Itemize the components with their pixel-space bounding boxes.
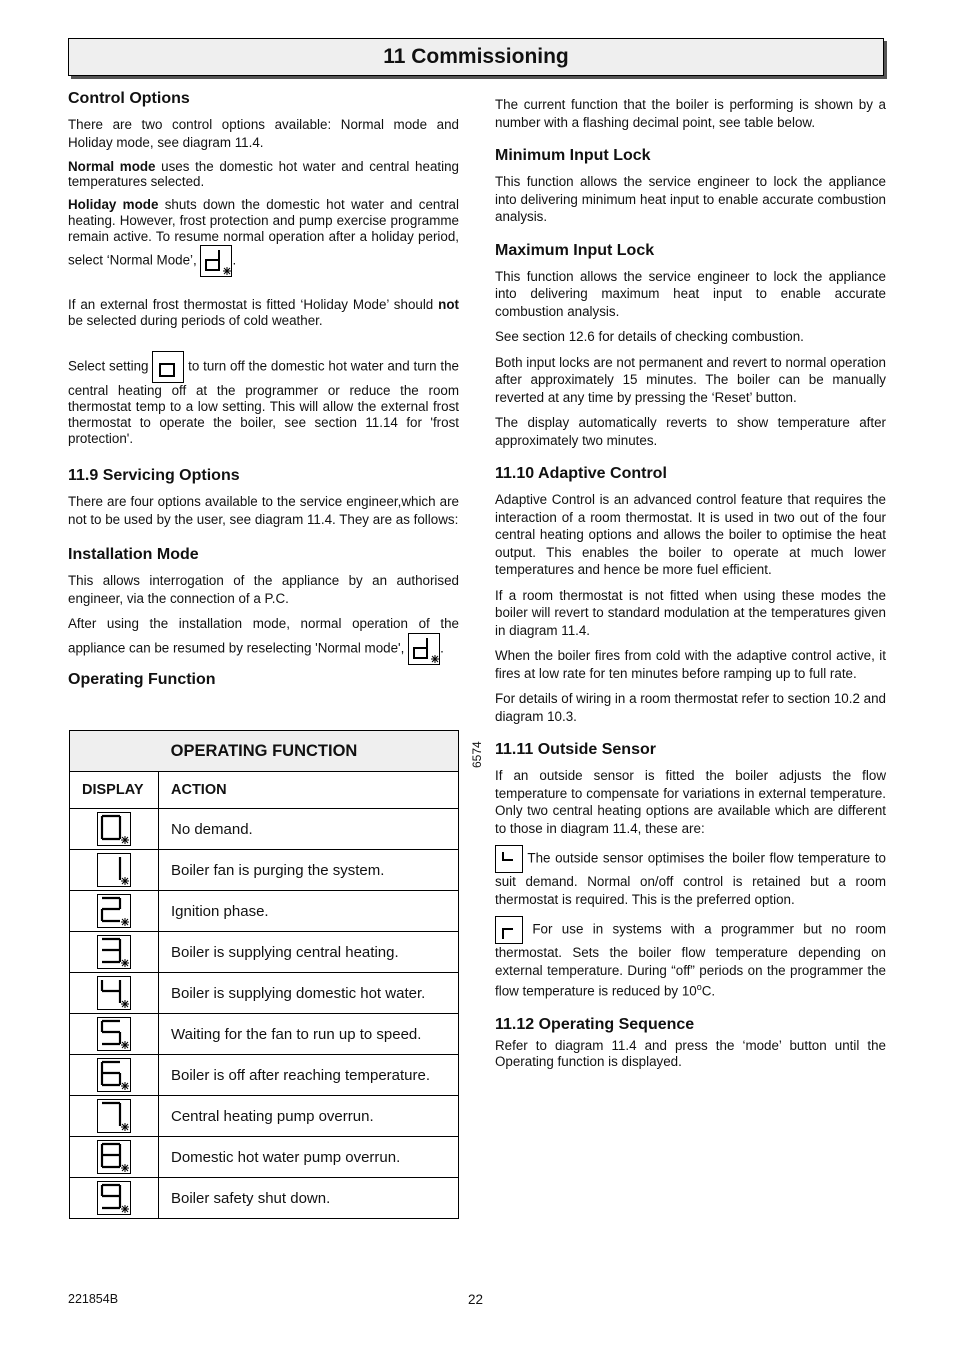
table-row — [70, 1137, 459, 1178]
operating-function-table — [69, 730, 459, 1219]
doc-number: 221854B — [68, 1292, 119, 1306]
installation-heading: Installation Mode — [68, 546, 199, 563]
display-digit-4-icon — [70, 973, 159, 1014]
display-digit-5-icon — [70, 1014, 159, 1055]
display-d-icon — [200, 245, 232, 277]
table-row — [70, 1014, 459, 1055]
display-digit-0-icon — [70, 809, 159, 850]
action-text: Waiting for the fan to run up to speed. — [159, 1014, 459, 1055]
min-lock-p1: This function allows the service engineer to lock the appliance into delivering minimum heat input to enable accurate combustion analysis. — [495, 174, 886, 224]
intro-text: The current function that the boiler is performing is shown by a number with a flashing decimal point, see table below. — [495, 97, 886, 130]
table-row — [70, 850, 459, 891]
normal-mode-text: Normal mode uses the domestic hot water and central heating temperatures selected. — [68, 159, 459, 189]
display-o-icon — [152, 351, 184, 383]
max-lock-p2: See section 12.6 for details of checking combustion. — [495, 329, 804, 344]
action-text: Domestic hot water pump overrun. — [159, 1137, 459, 1178]
action-text: Boiler fan is purging the system. — [159, 850, 459, 891]
col-action-header: ACTION — [159, 772, 459, 809]
operating-function-heading: Operating Function — [68, 670, 216, 688]
action-text: Boiler is off after reaching temperature. — [159, 1055, 459, 1096]
frost-thermostat-text: If an external frost thermostat is fitted ‘Holiday Mode’ should not be selected during periods of cold weather. — [68, 297, 459, 328]
servicing-heading: 11.9 Servicing Options — [68, 467, 240, 484]
table-title: OPERATING FUNCTION — [70, 731, 459, 772]
page-title: 11 Commissioning — [383, 45, 569, 68]
adaptive-p3: When the boiler fires from cold with the adaptive control active, it fires at low rate for ten minutes before ramping up to full rate. — [495, 648, 886, 681]
left-column — [68, 90, 459, 697]
display-d-icon — [408, 633, 440, 665]
min-lock-heading: Minimum Input Lock — [495, 147, 651, 164]
action-text: Boiler is supplying domestic hot water. — [159, 973, 459, 1014]
control-options-p1: There are two control options available: Normal mode and Holiday mode, see diagram 11.4. — [68, 117, 459, 150]
table-row — [70, 1096, 459, 1137]
holiday-mode-text: Holiday mode shuts down the domestic hot water and central heating. However, frost protection and pump exercise programme remain active. To resume normal operation after a holiday period, select ‘Normal Mode’, . — [68, 197, 459, 277]
max-lock-heading: Maximum Input Lock — [495, 241, 655, 259]
adaptive-p4: For details of wiring in a room thermostat refer to section 10.2 and diagram 10.3. — [495, 691, 886, 724]
diagram-number: 6574 — [470, 741, 484, 768]
adaptive-heading: 11.10 Adaptive Control — [495, 465, 667, 482]
table-row — [70, 1055, 459, 1096]
action-text: Ignition phase. — [159, 891, 459, 932]
max-lock-p3: Both input locks are not permanent and revert to normal operation after approximately 15 minutes. The boiler can be manually reverted at any time by pressing the ‘Reset’ button. — [495, 354, 886, 405]
display-digit-6-icon — [70, 1055, 159, 1096]
action-text: Boiler is supplying central heating. — [159, 932, 459, 973]
installation-p2: After using the installation mode, normal operation of the appliance can be resumed by reselecting 'Normal mode', . — [68, 615, 459, 665]
outside-p2: The outside sensor optimises the boiler flow temperature to suit demand. Normal on/off control is retained but a room thermostat is required. This is the preferred option. — [495, 845, 886, 908]
col-display-header: DISPLAY — [70, 772, 159, 809]
display-digit-3-icon — [70, 932, 159, 973]
outside-p3: For use in systems with a programmer but no room thermostat. Sets the boiler flow temperature depending on external temperature. During “off” periods on the programmer the flow temperature is reduced by 10$^o$C. — [495, 916, 886, 1000]
display-digit-1-icon — [70, 850, 159, 891]
table-row — [70, 1178, 459, 1219]
max-lock-p1: This function allows the service engineer to lock the appliance into delivering maximum heat input to enable accurate combustion analysis. — [495, 268, 886, 319]
max-lock-p4: The display automatically reverts to show temperature after approximately two minutes. — [495, 415, 886, 448]
sequence-p1: Refer to diagram 11.4 and press the ‘mode’ button until the Operating function is displayed. — [495, 1037, 886, 1069]
display-l-icon — [495, 845, 523, 873]
display-digit-2-icon — [70, 891, 159, 932]
outside-p1: If an outside sensor is fitted the boiler adjusts the flow temperature to compensate for variations in external temperature. Only two central heating options are available which are different to those in diagram 11.4, these are: — [495, 768, 886, 836]
table-row — [70, 932, 459, 973]
table-row — [70, 973, 459, 1014]
outside-sensor-heading: 11.11 Outside Sensor — [495, 741, 656, 758]
right-column — [495, 96, 886, 1078]
servicing-p1: There are four options available to the service engineer,which are not to be used by the user, see diagram 11.4. They are as follows: — [68, 494, 459, 527]
action-text: No demand. — [159, 809, 459, 850]
table-row — [70, 891, 459, 932]
action-text: Central heating pump overrun. — [159, 1096, 459, 1137]
display-digit-9-icon — [70, 1178, 159, 1219]
display-digit-7-icon — [70, 1096, 159, 1137]
sequence-heading: 11.12 Operating Sequence — [495, 1015, 695, 1033]
control-options-heading: Control Options — [68, 90, 190, 107]
page-title-bar — [68, 38, 884, 76]
display-digit-8-icon — [70, 1137, 159, 1178]
installation-p1: This allows interrogation of the appliance by an authorised engineer, via the connection of a P.C. — [68, 573, 459, 606]
action-text: Boiler safety shut down. — [159, 1178, 459, 1219]
adaptive-p1: Adaptive Control is an advanced control feature that requires the interaction of a room thermostat. It is used in two out of the four central heating options and allows the boiler to optimise the heat output. This enables the boiler to operate at much lower temperatures and hence be more fuel efficient. — [495, 492, 886, 577]
select-setting-text: Select setting to turn off the domestic hot water and turn the central heating off at the programmer or reduce the room thermostat temp to a low setting. This will allow the external frost thermostat to operate the boiler, see section 11.14 for 'frost protection'. — [68, 351, 459, 447]
page-number: 22 — [468, 1292, 484, 1307]
display-r-icon — [495, 916, 523, 944]
adaptive-p2: If a room thermostat is not fitted when using these modes the boiler will revert to standard modulation at the temperatures given in diagram 11.4. — [495, 587, 886, 638]
table-row — [70, 809, 459, 850]
